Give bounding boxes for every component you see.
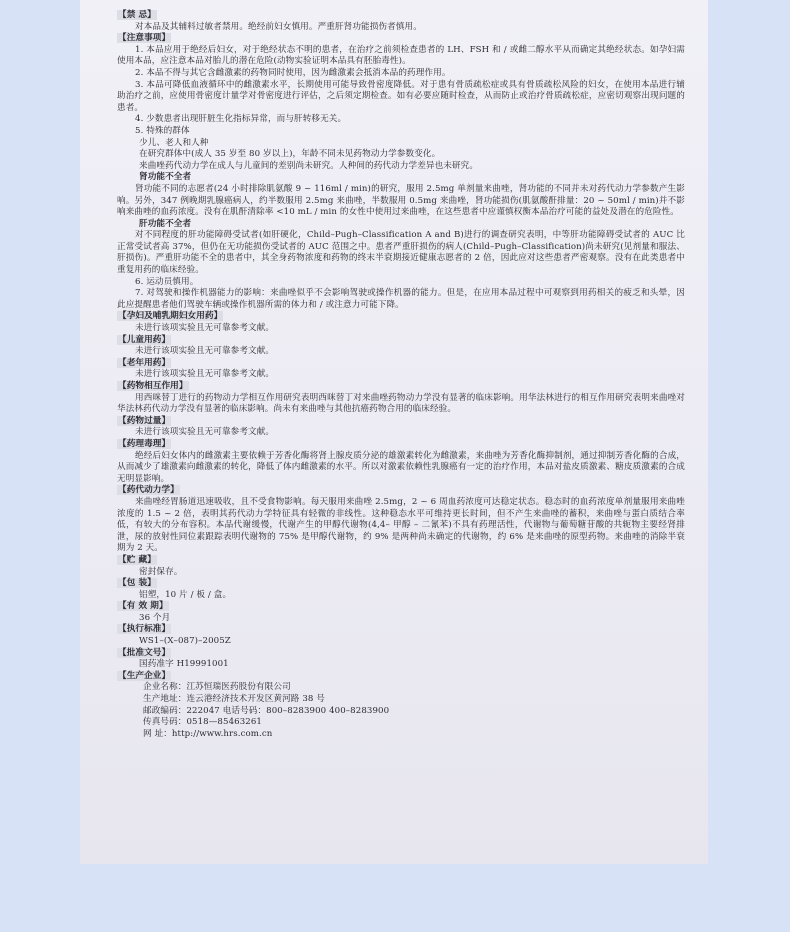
overdose-heading: 【药物过量】 bbox=[118, 415, 171, 426]
precaution-4: 4. 少数患者出现肝脏生化指标异常，而与肝转移无关。 bbox=[135, 114, 347, 125]
contraindications-heading: 【禁 忌】 bbox=[118, 10, 156, 20]
precaution-2: 2. 本品不得与其它含雌激素的药物同时使用，因为雌激素会抵消本品的药理作用。 bbox=[135, 67, 451, 78]
precaution-3: 3. 本品可降低血液循环中的雌激素水平，长期使用可能导致骨密度降低。对于患有骨质疏松症或具有骨质疏松风险的妇女，在使用本品进行辅助治疗之前，应使用骨密度计量学对骨密度进行评估，之后须定期检查。如有必要应随时检查，从而防止或治疗骨质疏松症，应密切观察出现问题的患者。 bbox=[117, 79, 685, 113]
expiry-text: 36 个月 bbox=[139, 612, 171, 623]
leaflet-paper bbox=[80, 0, 708, 864]
pregnancy-text: 未进行该项实验且无可靠参考文献。 bbox=[135, 323, 275, 334]
approval-heading: 【批准文号】 bbox=[118, 647, 171, 658]
storage-text: 密封保存。 bbox=[139, 566, 183, 577]
leaflet-content bbox=[117, 10, 685, 740]
overdose-text: 未进行该项实验且无可靠参考文献。 bbox=[135, 427, 275, 438]
renal-subheading: 肾功能不全者 bbox=[139, 172, 192, 183]
interactions-heading: 【药物相互作用】 bbox=[118, 381, 188, 391]
precaution-5c: 来曲唑药代动力学在成人与儿童间的差别尚未研究。人种间的药代动力学差异也未研究。 bbox=[139, 160, 479, 171]
precaution-5: 5. 特殊的群体 bbox=[135, 125, 190, 136]
expiry-heading: 【有 效 期】 bbox=[118, 601, 168, 612]
geriatric-text: 未进行该项实验且无可靠参考文献。 bbox=[135, 369, 275, 380]
pharmacokinetics-text: 来曲唑经胃肠道迅速吸收，且不受食物影响。每天服用来曲唑 2.5mg，2 ~ 6 周血药浓度可达稳定状态。稳态时的血药浓度单剂量服用来曲唑浓度的 1.5 ~ 2 倍，表明其药代动力学特征具有轻微的非线性。这种稳态水平可维持更长时间，但不产生来曲唑的蓄积，来曲唑与蛋白质结合率低，有较大的分布容积。本品代谢缓慢，代谢产生的甲醇代谢物(4,4– 甲醇 – 二氰苯)不具有药理活性，代谢物与葡萄糖苷酸的共轭物主要经肾排泄，尿的放射性同位素跟踪表明代谢物的 75% 是甲醇代谢物，约 9% 是两种尚未确定的代谢物，约 6% 是来曲唑的原型药物。来曲唑的消除半衰期为 2 天。 bbox=[117, 496, 685, 554]
storage-heading: 【贮 藏】 bbox=[118, 554, 156, 565]
pediatric-text: 未进行该项实验且无可靠参考文献。 bbox=[135, 346, 275, 357]
standard-heading: 【执行标准】 bbox=[118, 624, 171, 635]
manufacturer-fax: 传真号码：0518—85463261 bbox=[143, 717, 262, 728]
renal-text: 肾功能不同的志愿者(24 小时排除肌氨酸 9 ~ 116ml / min)的研究，服用 2.5mg 单剂量来曲唑，肾功能的不同并未对药代动力学参数产生影响。另外，347 例晚期乳腺癌病人，约半数服用 2.5mg 来曲唑，半数服用 0.5mg 来曲唑，肾功能损伤(肌氨酸酐排量：20 ~ 50ml / min)并不影响来曲唑的血药浓度。没有在肌酐清除率 <10 mL / min 的女性中使用过来曲唑，在这些患者中应谨慎权衡本品治疗可能的益处及潜在的危险性。 bbox=[117, 183, 685, 218]
geriatric-heading: 【老年用药】 bbox=[118, 357, 171, 368]
manufacturer-website: 网 址：http://www.hrs.com.cn bbox=[143, 728, 273, 739]
pregnancy-heading: 【孕妇及哺乳期妇女用药】 bbox=[118, 311, 223, 322]
precaution-5b: 在研究群体中(成人 35 岁至 80 岁以上)，年龄不同未见药物动力学参数变化。 bbox=[139, 149, 441, 160]
manufacturer-name: 企业名称：江苏恒瑞医药股份有限公司 bbox=[143, 682, 291, 693]
contraindications-text: 对本品及其辅料过敏者禁用。绝经前妇女慎用。严重肝肾功能损伤者慎用。 bbox=[135, 21, 422, 32]
manufacturer-address: 生产地址：连云港经济技术开发区黄河路 38 号 bbox=[143, 694, 325, 705]
manufacturer-postcode-phone: 邮政编码：222047 电话号码：800–8283900 400–8283900 bbox=[143, 705, 390, 716]
packaging-heading: 【包 装】 bbox=[118, 578, 156, 589]
standard-text: WS1–(X–087)–2005Z bbox=[139, 636, 231, 647]
precautions-heading: 【注意事项】 bbox=[118, 33, 171, 44]
approval-text: 国药准字 H19991001 bbox=[139, 659, 229, 670]
precaution-5a: 少儿、老人和人种 bbox=[139, 137, 209, 148]
interactions-text: 用西咪替丁进行的药物动力学相互作用研究表明西咪替丁对来曲唑药物动力学没有显著的临床影响。用华法林进行的相互作用研究表明来曲唑对华法林药代动力学没有显著的临床影响。尚未有来曲唑与其他抗癌药物合用的临床经验。 bbox=[117, 392, 685, 415]
manufacturer-heading: 【生产企业】 bbox=[118, 670, 171, 681]
precaution-1: 1. 本品应用于绝经后妇女，对于绝经状态不明的患者，在治疗之前须检查患者的 LH、FSH 和 / 或雌二醇水平从而确定其绝经状态。如孕妇需使用本品，应注意本品对胎儿的潜在危险(动物实验证明本品具有胚胎毒性)。 bbox=[117, 44, 685, 67]
hepatic-subheading: 肝功能不全者 bbox=[139, 218, 192, 229]
precaution-6: 6. 运动员慎用。 bbox=[135, 276, 199, 287]
precaution-7: 7. 对驾驶和操作机器能力的影响：来曲唑似乎不会影响驾驶或操作机器的能力。但是，在应用本品过程中可观察到用药相关的疲乏和头晕，因此应提醒患者他们驾驶车辆或操作机器所需的体力和 / 或注意力可能下降。 bbox=[117, 288, 685, 310]
pediatric-heading: 【儿童用药】 bbox=[118, 334, 171, 345]
pharmacokinetics-heading: 【药代动力学】 bbox=[118, 485, 179, 496]
hepatic-text: 对不同程度的肝功能障碍受试者(如肝硬化，Child–Pugh–Classification A and B)进行的调查研究表明，中等肝功能障碍受试者的 AUC 比正常受试者高 37%，但仍在无功能损伤受试者的 AUC 范围之中。患者严重肝损伤的病人(Child–Pugh–Classification)尚未研究(见剂量和服法、肝损伤)。严重肝功能不全的患者中，其全身药物浓度和药物的终末半衰期接近健康志愿者的 2 倍，因此应对这些患者严密观察。没有在此类患者中重复用药的临床经验。 bbox=[117, 230, 685, 276]
packaging-text: 铝塑，10 片 / 板 / 盒。 bbox=[139, 589, 232, 600]
pharmacology-heading: 【药理毒理】 bbox=[118, 438, 171, 449]
pharmacology-text: 绝经后妇女体内的雌激素主要依赖于芳香化酶将肾上腺皮质分泌的雄激素转化为雌激素，来曲唑为芳香化酶抑制剂，通过抑制芳香化酶的合成，从而减少了雄激素向雌激素的转化，降低了体内雌激素的水平。所以对激素依赖性乳腺癌有一定的治疗作用，本品对盐皮质激素、糖皮质激素的合成无明显影响。 bbox=[117, 450, 685, 484]
